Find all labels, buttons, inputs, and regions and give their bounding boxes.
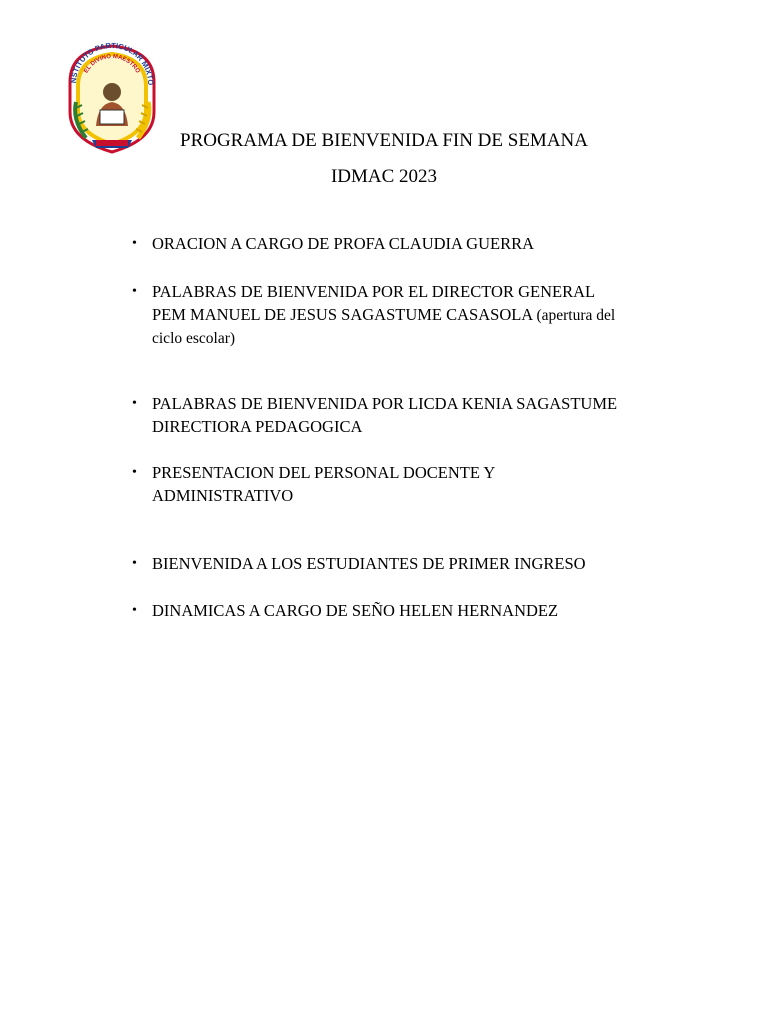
svg-text:INSTITUTO PARTICULAR MIXTO: NSTITUTO PARTICULAR MIXTO <box>68 42 156 86</box>
bullet-icon: • <box>132 465 137 480</box>
agenda-item-line: DIRECTIORA PEDAGOGICA <box>152 417 363 436</box>
bullet-icon: • <box>132 396 137 411</box>
agenda-item-director-welcome <box>132 280 672 350</box>
svg-text:EL DIVINO MAESTRO: EL DIVINO MAESTRO <box>83 53 141 75</box>
agenda-item-staff-presentation <box>132 461 672 507</box>
bullet-icon: • <box>132 556 137 571</box>
agenda-item-new-students <box>132 552 672 575</box>
agenda-item-text: ORACION A CARGO DE PROFA CLAUDIA GUERRA <box>152 234 534 253</box>
agenda-item-line: ADMINISTRATIVO <box>152 486 294 505</box>
agenda-item-dynamics <box>132 599 672 622</box>
agenda-item-prayer <box>132 232 672 255</box>
agenda-item-pedagogical-welcome <box>132 392 672 438</box>
agenda-item-line: ciclo escolar) <box>152 330 236 347</box>
bullet-icon: • <box>132 284 137 299</box>
bullet-icon: • <box>132 236 137 251</box>
document-title: PROGRAMA DE BIENVENIDA FIN DE SEMANA <box>180 130 588 151</box>
agenda-item-text: BIENVENIDA A LOS ESTUDIANTES DE PRIMER INGRESO <box>152 554 586 573</box>
agenda-item-line: PALABRAS DE BIENVENIDA POR LICDA KENIA SAGASTUME <box>152 394 618 413</box>
agenda-item-line: PALABRAS DE BIENVENIDA POR EL DIRECTOR GENERAL <box>152 282 596 301</box>
document-subtitle: IDMAC 2023 <box>330 166 438 187</box>
agenda-item-line: PEM MANUEL DE JESUS SAGASTUME CASASOLA (apertura del <box>152 305 616 324</box>
agenda-item-line: PRESENTACION DEL PERSONAL DOCENTE Y <box>152 463 496 482</box>
bullet-icon: • <box>132 603 137 618</box>
agenda-item-text: DINAMICAS A CARGO DE SEÑO HELEN HERNANDEZ <box>152 601 559 620</box>
